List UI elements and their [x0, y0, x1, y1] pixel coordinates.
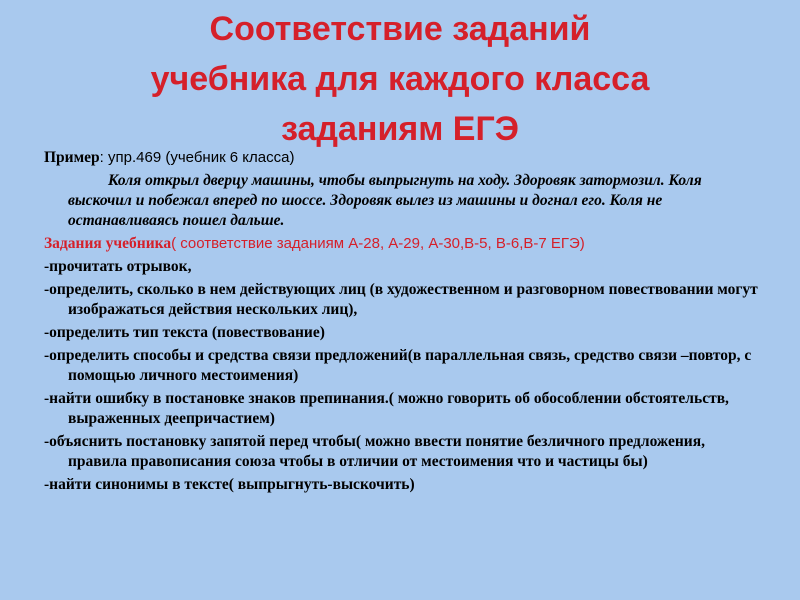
example-label: Пример [44, 149, 100, 166]
tasks-header-note: ( соответствие заданиям А-28, А-29, А-30,В-5, В-6,В-7 ЕГЭ) [171, 235, 585, 252]
title-line-1: Соответствие заданий [209, 10, 591, 48]
title-line-2: учебника для каждого класса [150, 60, 650, 98]
slide-title [0, 4, 800, 154]
task-item: -найти синонимы в тексте( выпрыгнуть-выскочить) [44, 476, 415, 493]
task-item: -определить, сколько в нем действующих лиц (в художественном и разговорном повествовании могут изображаться действия нескольких лиц), [44, 281, 758, 318]
example-text: Коля открыл дверцу машины, чтобы выпрыгнуть на ходу. Здоровяк затормозил. Коля выскочил и побежал вперед по шоссе. Здоровяк вылез из машины и догнал его. Коля не останавливаясь пошел дальше. [68, 172, 702, 229]
task-item: -определить способы и средства связи предложений(в параллельная связь, средство связи –повтор, с помощью личного местоимения) [44, 347, 752, 384]
task-item: -найти ошибку в постановке знаков препинания.( можно говорить об обособлении обстоятельств, выраженных деепричастием) [44, 390, 729, 427]
task-item: -объяснить постановку запятой перед чтобы( можно ввести понятие безличного предложения, правила правописания союза чтобы в отличии от местоимения что и частицы бы) [44, 433, 705, 470]
tasks-header [44, 234, 760, 254]
example-heading [44, 148, 760, 168]
tasks-header-label: Задания учебника [44, 235, 172, 252]
example-source: : упр.469 (учебник 6 класса) [99, 149, 295, 166]
task-item: -определить тип текста (повествование) [44, 324, 325, 341]
slide-body [44, 148, 760, 498]
task-item: -прочитать отрывок, [44, 258, 192, 275]
title-line-3: заданиям ЕГЭ [281, 110, 519, 148]
